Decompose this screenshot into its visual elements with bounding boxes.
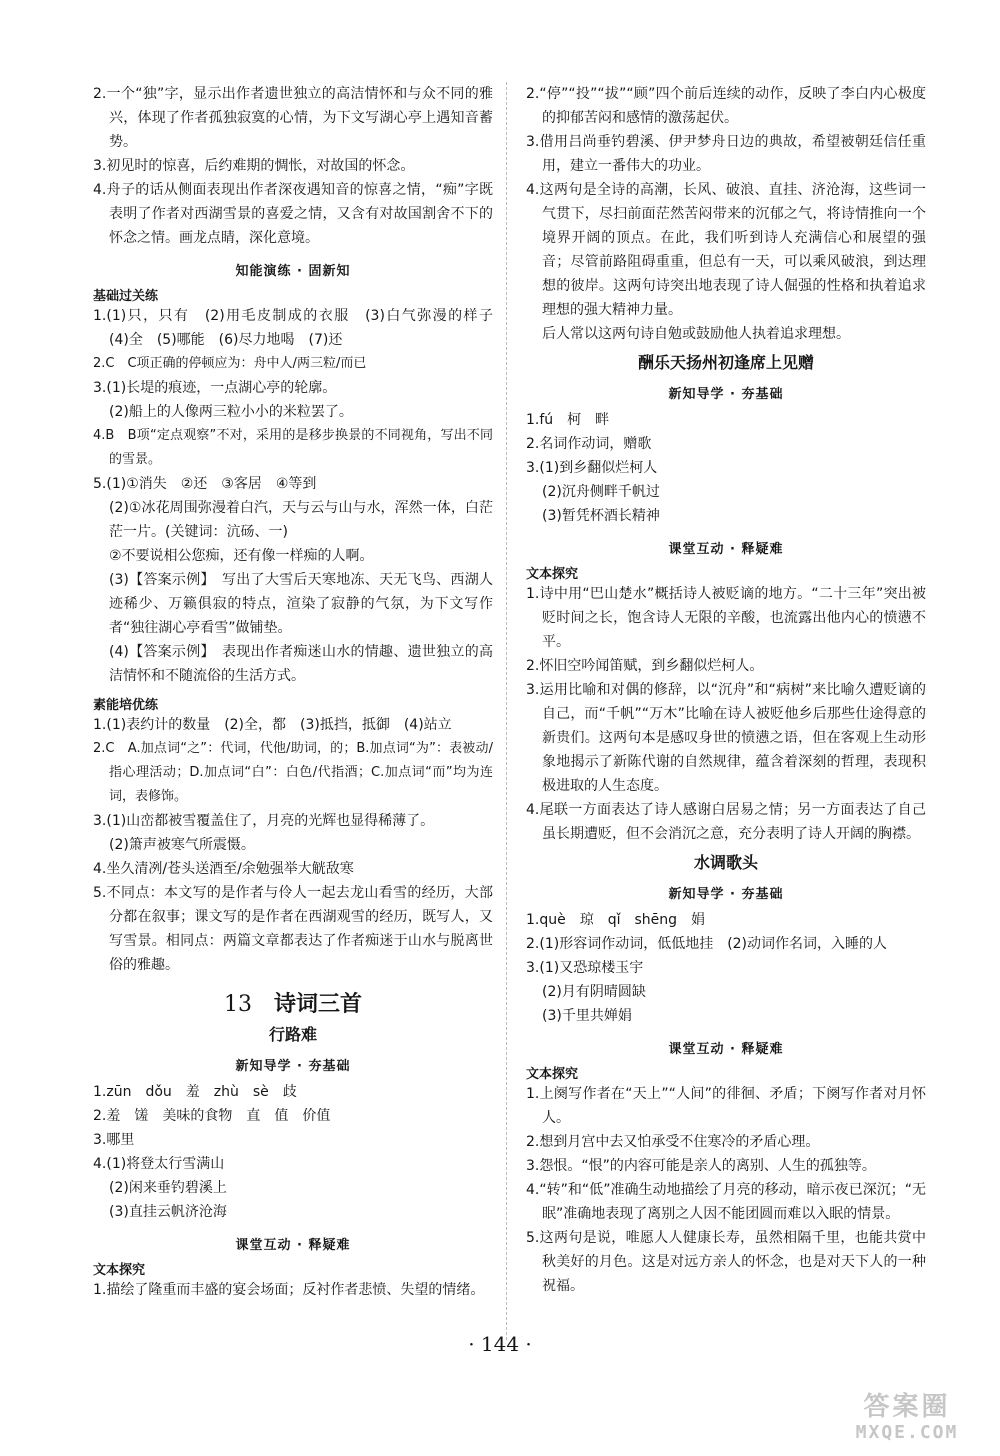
answer-subitem: 后人常以这两句诗自勉或鼓励他人执着追求理想。 [542,326,850,342]
section-title: 课堂互动 · 释疑难 [668,542,784,557]
section-title: 课堂互动 · 释疑难 [668,1042,784,1057]
answer-item: 2.C C项正确的停顿应为：舟中人/两三粒/而已 [93,356,367,371]
answer-item: 4.“转”和“低”准确生动地描绘了月亮的移动，暗示夜已深沉；“无眠”准确地表现了离别之人因不能团圆而难以入眠的情景。 [526,1182,926,1222]
answer-subitem: (2)箫声被寒气所震慑。 [109,837,255,853]
answer-item: 4.这两句是全诗的高潮，长风、破浪、直挂、济沧海，这些词一气贯下，尽扫前面茫然苦闷带来的沉郁之气，将诗情推向一个境界开阔的顶点。在此，我们听到诗人充满信心和展望的强音；尽管前路阻碍重重，但总有一天，可以乘风破浪，到达理想的彼岸。这两句诗突出地表现了诗人倔强的性格和执着追求理想的强大精神力量。 [526,182,926,318]
section-title: 课堂互动 · 释疑难 [235,1238,351,1253]
answer-item: 3.(1)长堤的痕迹，一点湖心亭的轮廓。 [93,380,337,396]
answer-item: 2.羞 馐 美味的食物 直 值 价值 [93,1108,331,1124]
answer-item: 4.坐久清冽/苍头送酒至/余勉强举大觥敌寒 [93,861,354,877]
poem-title: 水调歌头 [693,853,758,872]
answer-item: 5.不同点：本文写的是作者与伶人一起去龙山看雪的经历，大部分都在叙事；课文写的是作者在西湖观雪的经历，既写人，又写雪景。相同点：两篇文章都表达了作者痴迷于山水与脱离世俗的雅趣。 [93,885,493,973]
watermark-logo [832,1392,982,1450]
answer-subitem: (3)千里共婵娟 [542,1008,632,1024]
answer-subitem: (2)月有阴晴圆缺 [542,984,646,1000]
answer-item: 2.(1)形容词作动词，低低地挂 (2)动词作名词，入睡的人 [526,936,888,952]
answer-subitem: (3)直挂云帆济沧海 [109,1204,227,1220]
poem-title: 行路难 [268,1025,317,1044]
answer-subitem: ②不要说相公您痴，还有像一样痴的人啊。 [109,548,374,564]
answer-item: 2.C A.加点词“之”：代词，代他/助词，的；B.加点词“为”：表被动/指心理活动；D.加点词“白”：白色/代指酒；C.加点词“而”均为连词，表修饰。 [93,741,493,804]
subsection-label: 文本探究 [526,567,579,582]
answer-item: 3.运用比喻和对偶的修辞，以“沉舟”和“病树”来比喻久遭贬谪的自己，而“千帆”“万木”比喻在诗人被贬他乡后那些仕途得意的新贵们。这两句本是感叹身世的愤懑之语，但在客观上生动形象地揭示了新陈代谢的自然规律，蕴含着深刻的哲理，表现积极进取的人生态度。 [526,682,926,794]
answer-item: 5.这两句是说，唯愿人人健康长寿，虽然相隔千里，也能共赏中秋美好的月色。这是对远方亲人的怀念，也是对天下人的一种祝福。 [526,1230,926,1294]
subsection-label: 基础过关练 [93,289,159,304]
answer-item: 1.què 琼 qǐ shēng 娟 [526,912,706,928]
answer-item: 4.尾联一方面表达了诗人感谢白居易之情；另一方面表达了自己虽长期遭贬，但不会消沉之意，充分表明了诗人开阔的胸襟。 [526,802,926,842]
answer-subitem: (2)闲来垂钓碧溪上 [109,1180,227,1196]
column-divider [506,82,507,1340]
answer-item: 2.想到月宫中去又怕承受不住寒冷的矛盾心理。 [526,1134,820,1150]
answer-item: 1.上阕写作者在“天上”“人间”的徘徊、矛盾；下阕写作者对月怀人。 [526,1086,926,1126]
answer-subitem: (2)沉舟侧畔千帆过 [542,484,660,500]
watermark-text: 答案圈 [863,1392,951,1422]
answer-item: 3.怨恨。“恨”的内容可能是亲人的离别、人生的孤独等。 [526,1158,876,1174]
answer-item: 3.(1)到乡翻似烂柯人 [526,460,658,476]
answer-item: 1.描绘了隆重而丰盛的宴会场面；反衬作者悲愤、失望的情绪。 [93,1282,485,1298]
subsection-label: 素能培优练 [93,698,159,713]
answer-item: 3.(1)山峦都被雪覆盖住了，月亮的光辉也显得稀薄了。 [93,813,435,829]
answer-item: 5.(1)①消失 ②还 ③客居 ④等到 [93,476,317,492]
answer-item: 3.哪里 [93,1132,135,1148]
answer-item: 1.(1)只，只有 (2)用毛皮制成的衣服 (3)白气弥漫的样子 (4)全 (5)哪能 (6)尽力地喝 (7)还 [93,308,507,348]
section-title: 新知导学 · 夯基础 [668,387,784,402]
answer-subitem: (2)船上的人像两三粒小小的米粒罢了。 [109,404,353,420]
poem-title: 酬乐天扬州初逢席上见赠 [637,353,814,372]
answer-subitem: (4)【答案示例】 表现出作者痴迷山水的情趣、遗世独立的高洁情怀和不随流俗的生活方式。 [109,644,493,684]
answer-item: 2.“停”“投”“拔”“顾”四个前后连续的动作，反映了李白内心极度的抑郁苦闷和感情的激荡起伏。 [526,86,926,126]
section-title: 知能演练 · 固新知 [235,264,351,279]
answer-subitem: (2)①冰花周围弥漫着白汽，天与云与山与水，浑然一体，白茫茫一片。(关键词：沆砀、一) [109,500,493,540]
answer-item: 4.(1)将登太行雪满山 [93,1156,225,1172]
section-title: 新知导学 · 夯基础 [235,1059,351,1074]
chapter-number: 13 [223,992,252,1017]
answer-item: 2.怀旧空吟闻笛赋，到乡翻似烂柯人。 [526,658,764,674]
answer-item: 3.初见时的惊喜，后约难期的惆怅，对故国的怀念。 [93,158,415,174]
chapter-heading [93,987,493,1018]
answer-item: 3.借用吕尚垂钓碧溪、伊尹梦舟日边的典故，希望被朝廷信任重用，建立一番伟大的功业。 [526,134,926,174]
subsection-label: 文本探究 [93,1263,146,1278]
answer-item: 1.诗中用“巴山楚水”概括诗人被贬谪的地方。“二十三年”突出被贬时间之长，饱含诗人无限的辛酸，也流露出他内心的愤懑不平。 [526,586,926,650]
watermark-url: MXQE.COM [855,1422,959,1443]
answer-item: 1.zūn dǒu 羞 zhù sè 歧 [93,1084,297,1100]
section-title: 新知导学 · 夯基础 [668,887,784,902]
chapter-title: 诗词三首 [273,992,362,1017]
subsection-label: 文本探究 [526,1067,579,1082]
answer-item: 2.一个“独”字，显示出作者遗世独立的高洁情怀和与众不同的雅兴，体现了作者孤独寂寞的心情，为下文写湖心亭上遇知音蓄势。 [93,86,493,150]
answer-subitem: (3)暂凭杯酒长精神 [542,508,660,524]
answer-item: 1.fú 柯 畔 [526,412,610,428]
answer-item: 3.(1)又恐琼楼玉宇 [526,960,644,976]
answer-item: 1.(1)表约计的数量 (2)全，都 (3)抵挡，抵御 (4)站立 [93,717,452,733]
left-column [93,82,507,1302]
answer-item: 4.舟子的话从侧面表现出作者深夜遇知音的惊喜之情，“痴”字既表明了作者对西湖雪景的喜爱之情，又含有对故国割舍不下的怀念之情。画龙点睛，深化意境。 [93,182,493,246]
right-column [526,82,926,1298]
answer-item: 2.名词作动词，赠歌 [526,436,652,452]
answer-item: 4.B B项“定点观察”不对，采用的是移步换景的不同视角，写出不同的雪景。 [93,428,493,467]
page-number: · 144 · [468,1332,532,1356]
answer-subitem: (3)【答案示例】 写出了大雪后天寒地冻、天无飞鸟、西湖人迹稀少、万籁俱寂的特点，渲染了寂静的气氛，为下文写作者“独往湖心亭看雪”做铺垫。 [109,572,493,636]
